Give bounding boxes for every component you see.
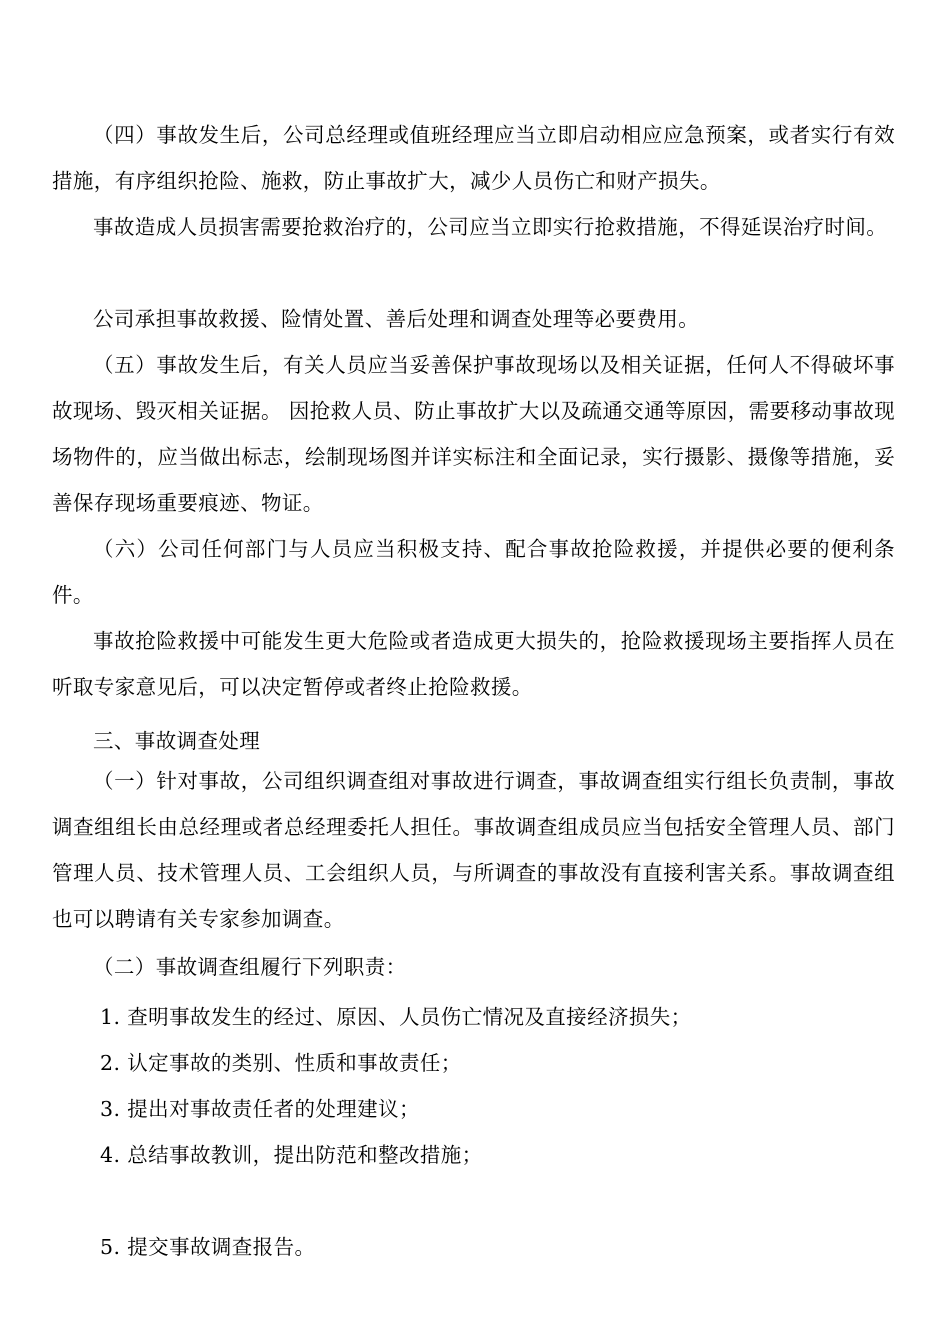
paragraph-scene-protection: （五）事故发生后，有关人员应当妥善保护事故现场以及相关证据，任何人不得破坏事故现场、毁灭相关证据。 因抢救人员、防止事故扩大以及疏通交通等原因，需要移动事故现场物件的，应当做出标志，绘制现场图并详实标注和全面记录，实行摄影、摄像等措施，妥善保存现场重要痕迹、物证。 [52,353,895,515]
paragraph-department-support: （六）公司任何部门与人员应当积极支持、配合事故抢险救援，并提供必要的便利条件。 [52,537,895,607]
list-item-duty-1: 1. 查明事故发生的经过、原因、人员伤亡情况及直接经济损失； [100,1005,692,1029]
list-item-duty-4: 4. 总结事故教训，提出防范和整改措施； [100,1143,483,1167]
paragraph-emergency-response: （四）事故发生后，公司总经理或值班经理应当立即启动相应应急预案，或者实行有效措施，有序组织抢险、施救，防止事故扩大，减少人员伤亡和财产损失。 [52,123,895,193]
list-item-duty-3: 3. 提出对事故责任者的处理建议； [100,1097,420,1121]
paragraph-suspend-rescue: 事故抢险救援中可能发生更大危险或者造成更大损失的，抢险救援现场主要指挥人员在听取专家意见后，可以决定暂停或者终止抢险救援。 [52,629,895,699]
paragraph-costs: 公司承担事故救援、险情处置、善后处理和调查处理等必要费用。 [93,307,700,331]
section-heading-investigation: 三、事故调查处理 [93,729,261,753]
paragraph-investigation-team: （一）针对事故，公司组织调查组对事故进行调查，事故调查组实行组长负责制，事故调查组组长由总经理或者总经理委托人担任。事故调查组成员应当包括安全管理人员、部门管理人员、技术管理人员、工会组织人员，与所调查的事故没有直接利害关系。事故调查组也可以聘请有关专家参加调查。 [52,769,895,931]
paragraph-team-duties: （二）事故调查组履行下列职责： [93,955,407,979]
list-item-duty-2: 2. 认定事故的类别、性质和事故责任； [100,1051,462,1075]
list-item-duty-5: 5. 提交事故调查报告。 [100,1235,316,1259]
paragraph-rescue-treatment: 事故造成人员损害需要抢救治疗的，公司应当立即实行抢救措施，不得延误治疗时间。 [93,215,888,239]
